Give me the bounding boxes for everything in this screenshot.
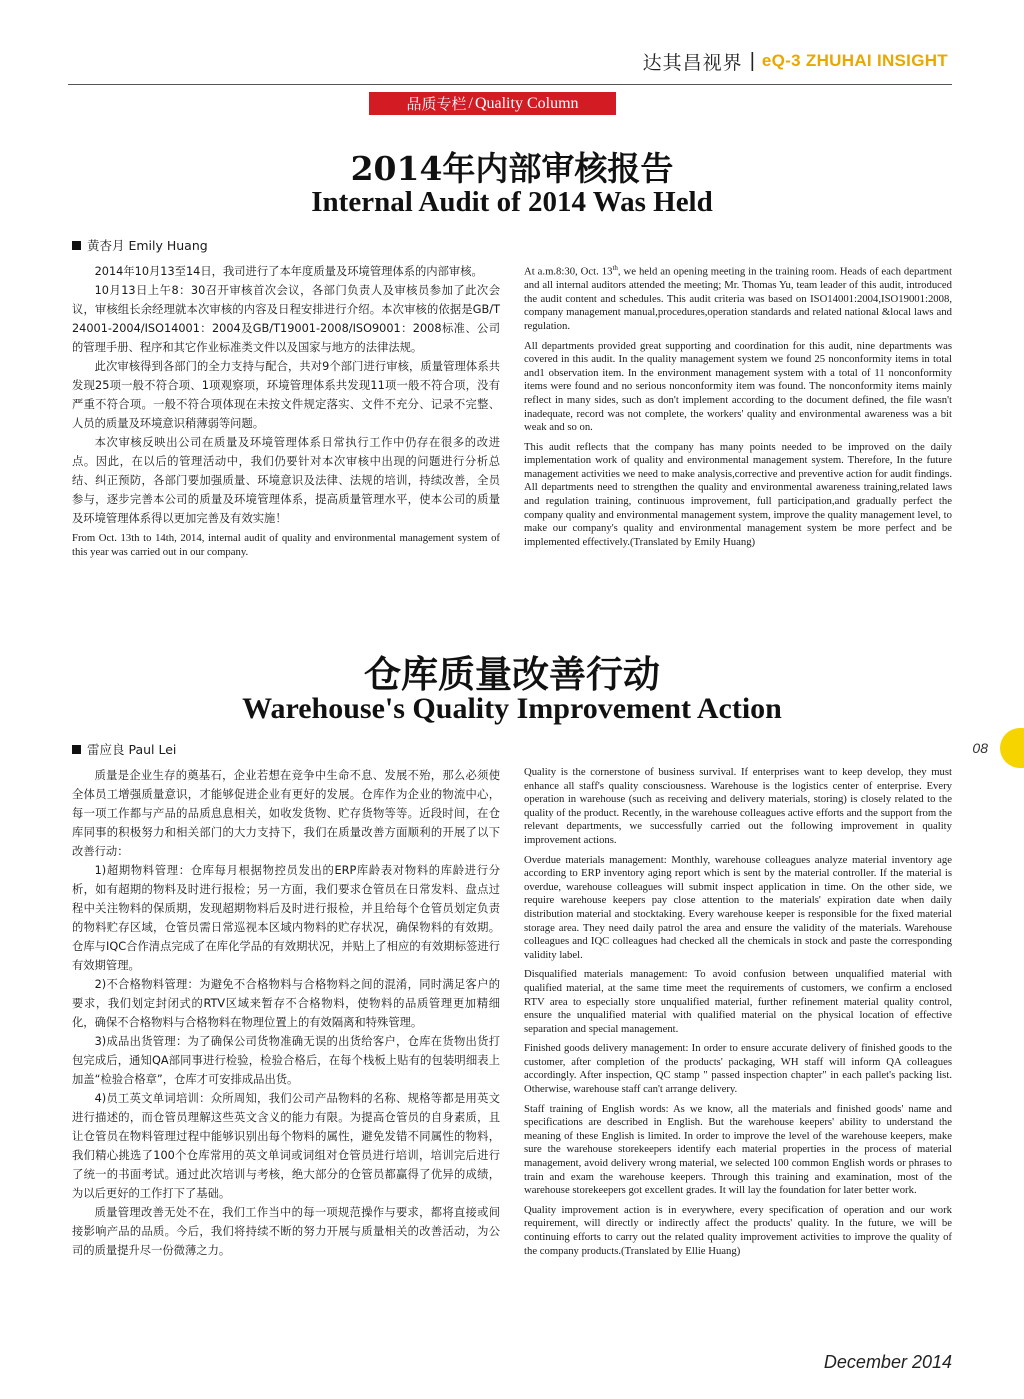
article1-en-column	[524, 262, 952, 555]
article2-cn-paragraph: 3)成品出货管理：为了确保公司货物准确无误的出货给客户，仓库在货物出货打包完成后，通知QA部同事进行检验，检验合格后，在每个栈板上贴有的包装明细表上加盖“检验合格章”，仓库才可安排成品出货。	[72, 1035, 500, 1086]
article2-title-cn: 仓库质量改善行动	[364, 652, 660, 696]
column-tag	[369, 92, 616, 115]
article2-en-column	[524, 766, 952, 1264]
article1-en-p1-sup: th	[612, 264, 618, 272]
issue-date: December 2014	[823, 1352, 952, 1372]
bullet-square-icon	[72, 745, 81, 754]
masthead-en: eQ-3 ZHUHAI INSIGHT	[761, 51, 948, 70]
article1-en-p1-a: At a.m.8:30, Oct. 13	[524, 265, 613, 278]
article1-cn-column	[72, 262, 500, 565]
article2-cn-paragraph: 2)不合格物料管理：为避免不合格物料与合格物料之间的混淆，同时满足客户的要求，我们划定封闭式的RTV区域来暂存不合格物料，使物料的品质管理更加精细化，确保不合格物料与合格物料在物理位置上的有效隔离和特殊管理。	[72, 978, 500, 1029]
article2-cn-paragraph: 4)员工英文单词培训：众所周知，我们公司产品物料的名称、规格等都是用英文进行描述的，而仓管员理解这些英文含义的能力有限。为提高仓管员的自身素质，且让仓管员在物料管理过程中能够识别出每个物料的属性，避免发错不同属性的物料，我们精心挑选了100个仓库常用的英文单词或词组对仓管员进行培训，培训完后进行了统一的书面考试。通过此次培训与考核，绝大部分的仓管员都赢得了优异的成绩，为以后更好的工作打下了基础。	[72, 1092, 500, 1200]
column-tag-cn: 品质专栏	[406, 95, 467, 113]
article1-cn-paragraph: 本次审核反映出公司在质量及环境管理体系日常执行工作中仍存在很多的改进点。因此，在以后的管理活动中，我们仍要针对本次审核中出现的问题进行分析总结、纠正预防，各部门要加强质量、环境意识及法律、法规的培训，持续改善，全员参与，逐步完善本公司的质量及环境管理体系，提高质量管理水平，使本公司的质量及环境管理体系得以更加完善及有效实施！	[72, 436, 500, 525]
article1-title-cn: 2014年内部审核报告	[350, 149, 674, 188]
page-number: 08	[972, 740, 988, 756]
article1-en-paragraph: This audit reflects that the company has many points needed to be improved on the daily implementation work of quality and environmental management system. Therefore, In the future management activities we need to make analysis,corrective and preventive action for audit findings. All departments need to strengthen the quality and environmental awareness training,related laws and regulation training, continuous improvement, full participation,and gradually perfect the company quality and environmental management system, improve the quality management level, to make our company's quality and environmental management system be more perfect and be implemented effectively.(Translated by Emily Huang)	[524, 440, 952, 548]
masthead-cn: 达其昌视界	[642, 51, 743, 74]
article2-cn-paragraph: 质量管理改善无处不在，我们工作当中的每一项规范操作与要求，都将直接或间接影响产品的品质。今后，我们将持续不断的努力开展与质量相关的改善活动，为公司的质量提升尽一份微薄之力。	[72, 1206, 500, 1257]
article1-cn-paragraph: 10月13日上午8：30召开审核首次会议，各部门负责人及审核员参加了此次会议，审核组长余经理就本次审核的内容及日程安排进行介绍。本次审核的依据是GB/T24001-2004/ISO14001：2004及GB/T19001-2008/ISO9001：2008标准、公司的管理手册、程序和其它作业标准类文件以及国家与地方的法律法规。	[72, 284, 500, 354]
column-tag-en: Quality Column	[474, 94, 579, 112]
article1-cn-paragraph: 2014年10月13至14日，我司进行了本年度质量及环境管理体系的内部审核。	[94, 265, 483, 278]
article1-en-intro: From Oct. 13th to 14th, 2014, internal audit of quality and environmental management system of this year was carried out in our company.	[72, 532, 500, 558]
article1-byline	[72, 236, 208, 254]
page-edge-tab	[1000, 728, 1024, 768]
bullet-square-icon	[72, 241, 81, 250]
article2-en-paragraph: Staff training of English words: As we know, all the materials and finished goods' name and specifications are described in English. But the warehouse keepers' ability to understand the meaning of these English is limited. In order to improve the level of the warehouse keepers, make sure the warehouse storekeepers identify each material properties in the process of material management, avoid delivery wrong material, we selected 100 common English words or phrases to train and exam the warehouse keepers. Through this training and examination, most of the warehouse storekeepers got excellent grades. It will lay the foundation for later better work.	[524, 1102, 952, 1197]
column-tag-slash: /	[468, 94, 473, 112]
article2-en-paragraph: Overdue materials management: Monthly, warehouse colleagues analyze material inventory age according to ERP inventory aging report which is sent by the material controller. If the material is overdue, warehouse colleagues will submit inspect application in time. On the other side, we require warehouse keepers pay close attention to the materials' expiration date when daily distribution material and stocktaking. Every warehouse keeper is responsible for the fixed material storage area. They need daily patrol the area and ensure the validity of the materials. Warehouse colleagues and IQC colleagues had checked all the chemicals in stock and paste the corresponding validity label.	[524, 853, 952, 961]
article2-byline	[72, 740, 176, 758]
article1-author: 黄杏月 Emily Huang	[87, 238, 208, 253]
article2-en-paragraph: Quality is the cornerstone of business survival. If enterprises want to keep develop, they must enhance all staff's quality consciousness. Warehouse is the logistics center of enterprise. Every operation in warehouse (such as receiving and delivery materials, storing) is closely related to the quality of the product. Recently, in the warehouse colleagues active efforts and the support from the relevant departments, we successfully carried out the following improvement in quality improvement actions.	[524, 766, 952, 846]
masthead	[643, 48, 948, 74]
article2-en-paragraph: Finished goods delivery management: In order to ensure accurate delivery of finished goods to the customer, after completion of the products' packaging, WH staff will inform QA colleagues accordingly. After inspection, QC stamp " passed inspection chapter" in each pallet's packing list. Otherwise, warehouse staff can't arrange delivery.	[524, 1042, 952, 1096]
article2-author: 雷应良 Paul Lei	[87, 742, 177, 757]
article1-en-p1-b: , we held an opening meeting in the training room. Heads of each department and all internal auditors attended the meeting; Mr. Thomas Yu, team leader of this audit, introduced the audit content and schedules. This audit criteria was based on ISO14001:2004,ISO19001:2008, company management manual,procedures,operation standards and related national &local laws and regulation.	[524, 265, 952, 332]
article2-title-en: Warehouse's Quality Improvement Action	[242, 692, 782, 725]
article2-cn-column	[72, 766, 500, 1260]
article1-title-en: Internal Audit of 2014 Was Held	[311, 186, 713, 218]
masthead-separator: |	[749, 49, 755, 72]
article2-en-paragraph: Disqualified materials management: To avoid confusion between unqualified material with qualified material, at the same time meet the requirements of customers, we confirm a enclosed RTV area to especially store unqualified material, further refinement material quality control, ensure the unqualified material with qualified material on the physical location of effective separation and special management.	[524, 968, 952, 1035]
article1-en-paragraph	[524, 262, 952, 334]
article2-cn-paragraph: 质量是企业生存的奠基石，企业若想在竞争中生命不息、发展不殆，那么必须使全体员工增强质量意识，才能够促进企业有更好的发展。仓库作为企业的物流中心，每一项工作都与产品的品质息息相关，如收发货物、贮存货物等等。近段时间，在仓库同事的积极努力和相关部门的大力支持下，我们在质量改善方面顺利的开展了以下改善行动：	[72, 769, 500, 858]
article2-cn-paragraph: 1)超期物料管理：仓库每月根据物控员发出的ERP库龄表对物料的库龄进行分析，如有超期的物料及时进行报检；另一方面，我们要求仓管员在日常发料、盘点过程中关注物料的保质期，发现超期物料后及时进行报检，并且给每个仓管员划定负责的物料贮存区域，仓管员需日常巡视本区域内物料的贮存状况，确保物料的有效期。仓库与IQC合作清点完成了在库化学品的有效期状况，并贴上了相应的有效期标签进行有效期管理。	[72, 864, 500, 972]
article2-en-paragraph: Quality improvement action is in everywhere, every specification of operation and our work requirement, will directly or indirectly affect the products' quality. In the future, we will be continuing efforts to carry out the related quality improvement activities to improve the quality of the company products.(Translated by Ellie Huang)	[524, 1203, 952, 1257]
article1-en-paragraph: All departments provided great supporting and coordination for this audit, nine departments was covered in this audit. In the quality management system we found 25 nonconformity items in total and1 observation item. In the environment management system with a total of 11 nonconformity items were found and no serious nonconformity item was found. The nonconformity items mainly reflect in many sides, such as don't implement according to the document defined, the file wasn't inadequate, record was not complete, the workers' quality and environmental awareness was a bit weak and so on.	[524, 339, 952, 434]
article1-cn-paragraph: 此次审核得到各部门的全力支持与配合，共对9个部门进行审核，质量管理体系共发现25项一般不符合项、1项观察项，环境管理体系共发现11项一般不符合项，没有严重不符合项。一般不符合项体现在未按文件规定落实、文件不充分、记录不完整、人员的质量及环境意识稍薄弱等问题。	[72, 360, 500, 430]
header-rule	[68, 84, 952, 85]
